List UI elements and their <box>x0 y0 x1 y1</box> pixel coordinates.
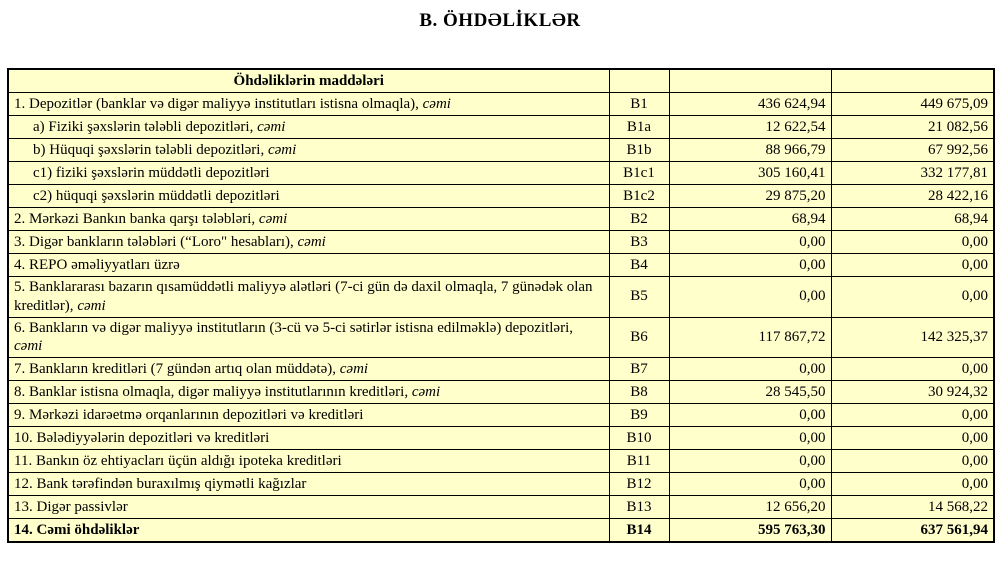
row-value-2: 449 675,09 <box>831 93 994 116</box>
row-label <box>8 496 609 519</box>
row-value-2: 637 561,94 <box>831 519 994 543</box>
row-label <box>8 93 609 116</box>
row-value-1: 117 867,72 <box>669 317 831 358</box>
row-label-text: 2. Mərkəzi Bankın banka qarşı tələbləri, <box>14 210 259 227</box>
table-row <box>8 254 994 277</box>
row-value-2: 30 924,32 <box>831 381 994 404</box>
table-header-row <box>8 69 994 93</box>
row-label-italic-suffix: cəmi <box>257 118 286 135</box>
table-row <box>8 277 994 318</box>
row-code: B14 <box>609 519 669 543</box>
table-row <box>8 473 994 496</box>
row-label-text: 10. Bələdiyyələrin depozitləri və kreditləri <box>14 429 270 446</box>
row-code: B12 <box>609 473 669 496</box>
row-label <box>8 185 609 208</box>
row-code: B11 <box>609 450 669 473</box>
row-label-text: c2) hüquqi şəxslərin müddətli depozitləri <box>33 187 280 204</box>
table-row <box>8 317 994 358</box>
table-row <box>8 93 994 116</box>
table-row <box>8 185 994 208</box>
row-label <box>8 116 609 139</box>
table-row <box>8 208 994 231</box>
row-label <box>8 139 609 162</box>
row-label <box>8 404 609 427</box>
row-code: B13 <box>609 496 669 519</box>
row-label-text: 3. Digər bankların tələbləri (“Loro" hesabları), <box>14 233 298 250</box>
row-value-2: 28 422,16 <box>831 185 994 208</box>
liabilities-table-body <box>8 69 994 542</box>
row-code: B9 <box>609 404 669 427</box>
row-value-1: 28 545,50 <box>669 381 831 404</box>
row-label <box>8 381 609 404</box>
row-value-1: 0,00 <box>669 254 831 277</box>
row-label-text: b) Hüquqi şəxslərin tələbli depozitləri, <box>33 141 268 158</box>
row-value-2: 14 568,22 <box>831 496 994 519</box>
row-code: B1a <box>609 116 669 139</box>
table-row <box>8 162 994 185</box>
row-label-italic-suffix: cəmi <box>258 210 288 227</box>
row-label-text: 9. Mərkəzi idarəetmə orqanlarının depozitləri və kreditləri <box>14 406 364 423</box>
column-header-value-1 <box>669 69 831 93</box>
row-value-2: 0,00 <box>831 231 994 254</box>
row-label-text: 8. Banklar istisna olmaqla, digər maliyyə institutlarının kreditləri, <box>14 383 412 400</box>
row-code: B1c1 <box>609 162 669 185</box>
row-label <box>8 208 609 231</box>
row-label <box>8 358 609 381</box>
liabilities-table <box>7 68 995 543</box>
row-value-1: 68,94 <box>669 208 831 231</box>
row-code: B7 <box>609 358 669 381</box>
row-code: B10 <box>609 427 669 450</box>
row-value-1: 0,00 <box>669 450 831 473</box>
table-row <box>8 450 994 473</box>
row-label <box>8 254 609 277</box>
row-value-2: 67 992,56 <box>831 139 994 162</box>
row-value-2: 0,00 <box>831 404 994 427</box>
row-value-2: 0,00 <box>831 473 994 496</box>
row-value-1: 0,00 <box>669 231 831 254</box>
table-row <box>8 427 994 450</box>
row-label-italic-suffix: cəmi <box>422 95 451 112</box>
row-value-2: 0,00 <box>831 254 994 277</box>
row-label-text: a) Fiziki şəxslərin tələbli depozitləri, <box>33 118 258 135</box>
column-header-value-2 <box>831 69 994 93</box>
row-label <box>8 450 609 473</box>
row-label <box>8 317 609 358</box>
row-code: B4 <box>609 254 669 277</box>
row-label-text: 6. Bankların və digər maliyyə institutların (3-cü və 5-ci sətirlər istisna edilməklə) depozitləri, <box>14 319 573 336</box>
row-label-italic-suffix: cəmi <box>339 360 369 377</box>
row-value-1: 0,00 <box>669 277 831 318</box>
row-label-text: 7. Bankların kreditləri (7 gündən artıq olan müddətə), <box>14 360 340 377</box>
row-label-text: c1) fiziki şəxslərin müddətli depozitləri <box>33 164 270 181</box>
row-label <box>8 277 609 318</box>
row-code: B1b <box>609 139 669 162</box>
row-value-2: 21 082,56 <box>831 116 994 139</box>
row-label-italic-suffix: cəmi <box>411 383 441 400</box>
row-value-1: 0,00 <box>669 358 831 381</box>
row-value-1: 12 656,20 <box>669 496 831 519</box>
row-value-2: 0,00 <box>831 277 994 318</box>
row-code: B6 <box>609 317 669 358</box>
row-value-2: 0,00 <box>831 358 994 381</box>
row-code: B8 <box>609 381 669 404</box>
table-row <box>8 381 994 404</box>
row-label <box>8 231 609 254</box>
page-title: B. ÖHDƏLİKLƏR <box>419 10 581 31</box>
row-value-2: 68,94 <box>831 208 994 231</box>
row-label <box>8 427 609 450</box>
row-label-text: 5. Banklararası bazarın qısamüddətli maliyyə alətləri (7-ci gün də daxil olmaqla, 7 günədək olan kreditlər), <box>14 279 593 314</box>
row-value-2: 332 177,81 <box>831 162 994 185</box>
row-code: B3 <box>609 231 669 254</box>
row-value-1: 595 763,30 <box>669 519 831 543</box>
row-value-1: 0,00 <box>669 427 831 450</box>
row-label-text: 13. Digər passivlər <box>14 498 128 515</box>
table-row <box>8 404 994 427</box>
table-row <box>8 231 994 254</box>
row-label-italic-suffix: cəmi <box>297 233 326 250</box>
row-value-1: 12 622,54 <box>669 116 831 139</box>
table-row <box>8 358 994 381</box>
row-value-2: 0,00 <box>831 450 994 473</box>
row-label-text: 14. Cəmi öhdəliklər <box>14 521 140 538</box>
row-label-text: 12. Bank tərəfindən buraxılmış qiymətli kağızlar <box>14 475 307 492</box>
table-row <box>8 496 994 519</box>
row-label-italic-suffix: cəmi <box>14 338 43 355</box>
row-value-1: 436 624,94 <box>669 93 831 116</box>
row-value-2: 0,00 <box>831 427 994 450</box>
row-label-text: 1. Depozitlər (banklar və digər maliyyə institutları istisna olmaqla), <box>14 95 423 112</box>
row-label <box>8 162 609 185</box>
row-label <box>8 519 609 543</box>
row-value-1: 305 160,41 <box>669 162 831 185</box>
row-value-1: 0,00 <box>669 473 831 496</box>
row-label <box>8 473 609 496</box>
row-value-2: 142 325,37 <box>831 317 994 358</box>
column-header-code <box>609 69 669 93</box>
column-header-items: Öhdəliklərin maddələri <box>8 69 609 93</box>
row-value-1: 29 875,20 <box>669 185 831 208</box>
row-value-1: 88 966,79 <box>669 139 831 162</box>
row-label-italic-suffix: cəmi <box>77 297 106 314</box>
row-label-text: 4. REPO əməliyyatları üzrə <box>14 256 180 273</box>
row-label-text: 11. Bankın öz ehtiyacları üçün aldığı ipoteka kreditləri <box>14 452 342 469</box>
table-row <box>8 116 994 139</box>
row-value-1: 0,00 <box>669 404 831 427</box>
row-code: B1 <box>609 93 669 116</box>
table-row <box>8 139 994 162</box>
row-code: B1c2 <box>609 185 669 208</box>
table-row <box>8 519 994 543</box>
row-code: B2 <box>609 208 669 231</box>
row-label-italic-suffix: cəmi <box>267 141 297 158</box>
row-code: B5 <box>609 277 669 318</box>
